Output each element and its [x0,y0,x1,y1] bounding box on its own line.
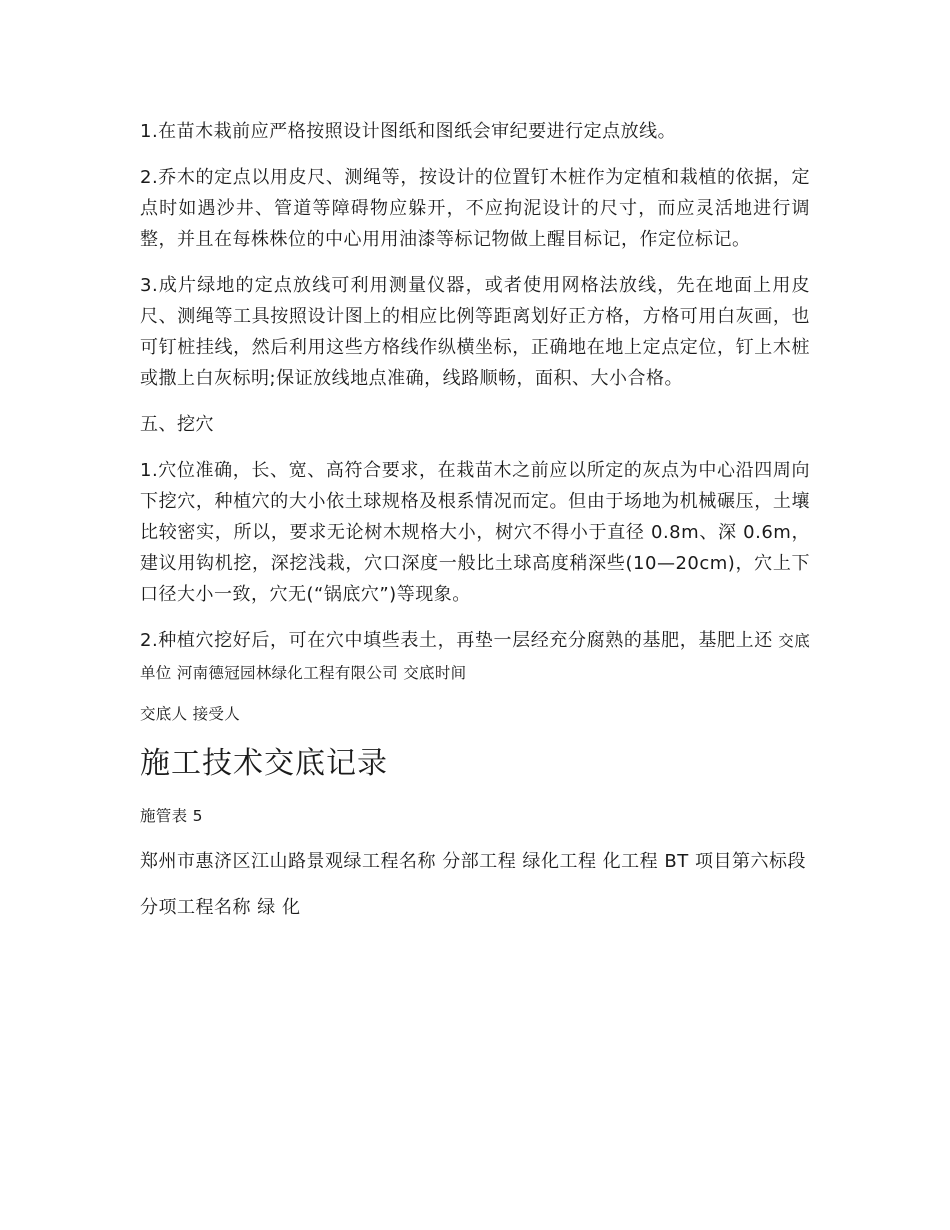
signers-line: 交底人 接受人 [140,705,241,723]
form-title: 施工技术交底记录 [140,746,388,781]
section-heading-digging: 五、挖穴 [140,414,214,435]
paragraph-stakeout-2: 2.乔木的定点以用皮尺、测绳等，按设计的位置钉木桩作为定植和栽植的依据，定点时如遇沙井、管道等障碍物应躲开，不应拘泥设计的尺寸，而应灵活地进行调整，并且在每株株位的中心用用油漆等标记物做上醒目标记，作定位标记。 [140,167,810,250]
paragraph-digging-2 [140,625,810,689]
project-name-line: 郑州市惠济区江山路景观绿工程名称 分部工程 绿化工程 化工程 BT 项目第六标段 [140,851,806,872]
paragraph-digging-1: 1.穴位准确，长、宽、高符合要求，在栽苗木之前应以所定的灰点为中心沿四周向下挖穴，种植穴的大小依土球规格及根系情况而定。但由于场地为机械碾压，土壤比较密实，所以，要求无论树木规格大小，树穴不得小于直径 0.8m、深 0.6m，建议用钩机挖，深挖浅栽，穴口深度一般比土球高度稍深些(10—20cm)，穴上下口径大小一致，穴无(“锅底穴”)等现象。 [140,460,810,605]
handover-unit-line: 交底单位 河南德冠园林绿化工程有限公司 交底时间 [140,632,810,682]
paragraph-stakeout-3: 3.成片绿地的定点放线可利用测量仪器，或者使用网格法放线，先在地面上用皮尺、测绳等工具按照设计图上的相应比例等距离划好正方格，方格可用白灰画，也可钉桩挂线，然后利用这些方格线作纵横坐标，正确地在地上定点定位，钉上木桩或撒上白灰标明;保证放线地点准确，线路顺畅，面积、大小合格。 [140,275,810,389]
form-code: 施管表 5 [140,807,203,825]
subitem-name-line: 分项工程名称 绿 化 [140,897,301,918]
paragraph-stakeout-1: 1.在苗木栽前应严格按照设计图纸和图纸会审纪要进行定点放线。 [140,121,677,142]
paragraph-digging-2-main: 2.种植穴挖好后，可在穴中填些表土，再垫一层经充分腐熟的基肥，基肥上还 [140,630,773,651]
